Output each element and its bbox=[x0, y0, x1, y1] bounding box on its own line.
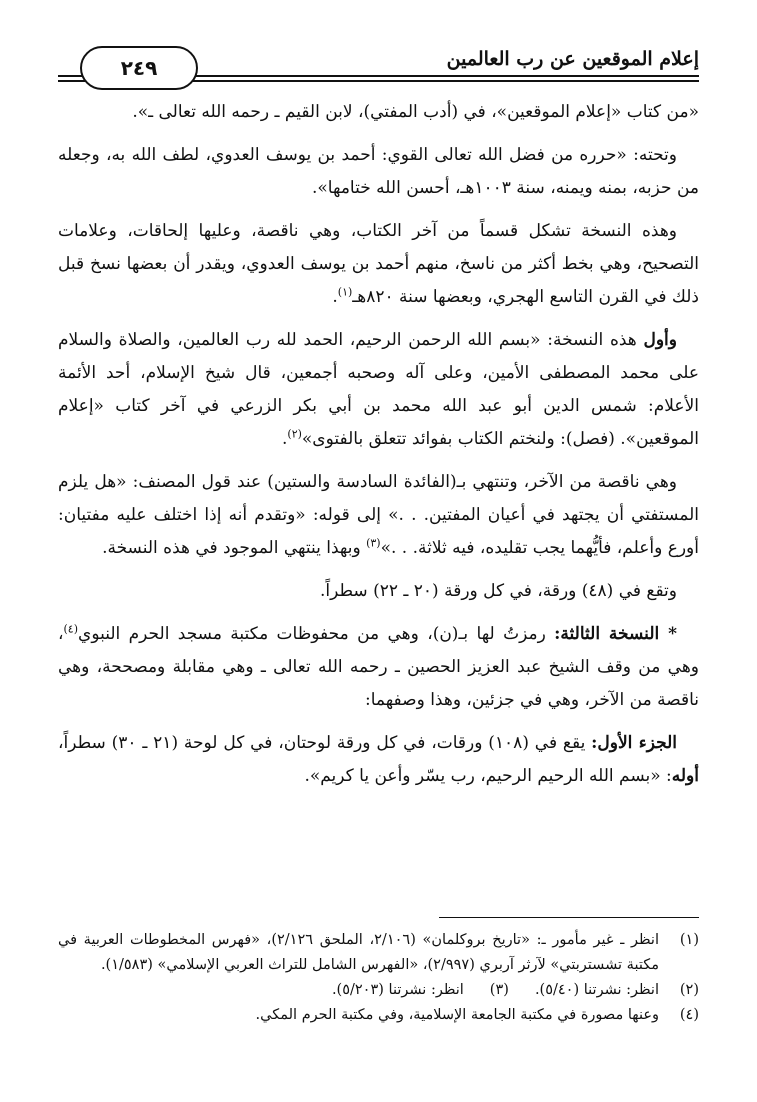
footnote-ref: (٤) bbox=[63, 622, 79, 636]
footnote-number: (٣) bbox=[489, 982, 509, 998]
page-number: ٢٤٩ bbox=[80, 46, 198, 90]
paragraph: الجزء الأول: يقع في (١٠٨) ورقات، في كل ورقة لوحتان، في كل لوحة (٢١ ـ ٣٠) سطراً، أوله: «بسم الله الرحيم الرحيم، رب يسّر وأعن يا كريم». bbox=[58, 733, 699, 786]
paragraph: «من كتاب «إعلام الموقعين»، في (أدب المفتي)، لابن القيم ـ رحمه الله تعالى ـ». bbox=[132, 102, 699, 122]
footnote-text: انظر: نشرتنا (٥/٢٠٣). bbox=[331, 982, 464, 998]
footnote-number: (٤) bbox=[679, 1007, 699, 1023]
paragraph: * النسخة الثالثة: رمزتُ لها بـ(ن)، وهي من محفوظات مكتبة مسجد الحرم النبوي$^{(٤)}$، وهي من وقف الشيخ عبد العزيز الحصين ـ رحمه الله تعالى ـ وهي مقابلة ومصححة، وهي ناقصة من الآخر، وهي في جزئين، وهذا وصفهما: bbox=[58, 622, 699, 710]
footnote-text: وعنها مصورة في مكتبة الجامعة الإسلامية، وفي مكتبة الحرم المكي. bbox=[255, 1007, 659, 1023]
body-text bbox=[58, 96, 699, 803]
paragraph: وهذه النسخة تشكل قسماً من آخر الكتاب، وهي ناقصة، وعليها إلحاقات، وعلامات التصحيح، وهي بخط أكثر من ناسخ، منهم أحمد بن يوسف العدوي، ويقدر أن بعضها نسخ قبل ذلك في القرن التاسع الهجري، وبعضها سنة ٨٢٠هـ$^{(١)}$. bbox=[58, 221, 699, 307]
footnote-separator bbox=[439, 917, 699, 918]
running-title: إعلام الموقعين عن رب العالمين bbox=[446, 48, 699, 70]
footnote bbox=[58, 978, 699, 1003]
footnote-ref: (١) bbox=[337, 285, 353, 299]
paragraph: وأول هذه النسخة: «بسم الله الرحمن الرحيم، الحمد لله رب العالمين، والصلاة والسلام على محمد المصطفى الأمين، وعلى آله وصحبه أجمعين، قال شيخ الإسلام، أحد الأئمة الأعلام: شمس الدين أبو عبد الله محمد بن أبي بكر الزرعي في آخر كتاب «إعلام الموقعين». (فصل): ولنختم الكتاب بفوائد تتعلق بالفتوى»$^{(٢)}$. bbox=[58, 330, 699, 449]
footnote-text: انظر ـ غير مأمور ـ: «تاريخ بروكلمان» (٢/١٠٦، الملحق ٢/١٢٦)، «فهرس المخطوطات العربية في مكتبة تشستربتي» لآرثر آربري (٢/٩٩٧)، «الفهرس الشامل للتراث العربي الإسلامي» (١/٥٨٣). bbox=[58, 932, 659, 973]
footnote bbox=[58, 928, 699, 978]
paragraph: وتقع في (٤٨) ورقة، في كل ورقة (٢٠ ـ ٢٢) سطراً. bbox=[319, 581, 677, 601]
footnote bbox=[58, 1003, 699, 1028]
footnote-ref: (٣) bbox=[366, 536, 381, 550]
footnote-text: انظر: نشرتنا (٥/٤٠). bbox=[534, 982, 659, 998]
paragraph: وهي ناقصة من الآخر، وتنتهي بـ(الفائدة السادسة والستين) عند قول المصنف: «هل يلزم المستفتي أن يجتهد في أعيان المفتين. . .» إلى قوله: «وتقدم أنه إذا اختلف عليه مفتيان: أورع وأعلم، فأيُّهما يجب تقليده، فيه ثلاثة. . .»$^{(٣)}$ وبهذا ينتهي الموجود في هذه النسخة. bbox=[58, 472, 699, 558]
footnote-ref: (٢) bbox=[287, 427, 302, 441]
page-header bbox=[58, 40, 699, 90]
footnotes bbox=[58, 928, 699, 1028]
footnote-number: (٢) bbox=[679, 982, 699, 998]
paragraph: وتحته: «حرره من فضل الله تعالى القوي: أحمد بن يوسف العدوي، لطف الله به، وجعله من حزبه، بمنه ويمنه، سنة ١٠٠٣هـ، أحسن الله ختامها». bbox=[58, 145, 699, 198]
footnote-number: (١) bbox=[679, 932, 699, 948]
